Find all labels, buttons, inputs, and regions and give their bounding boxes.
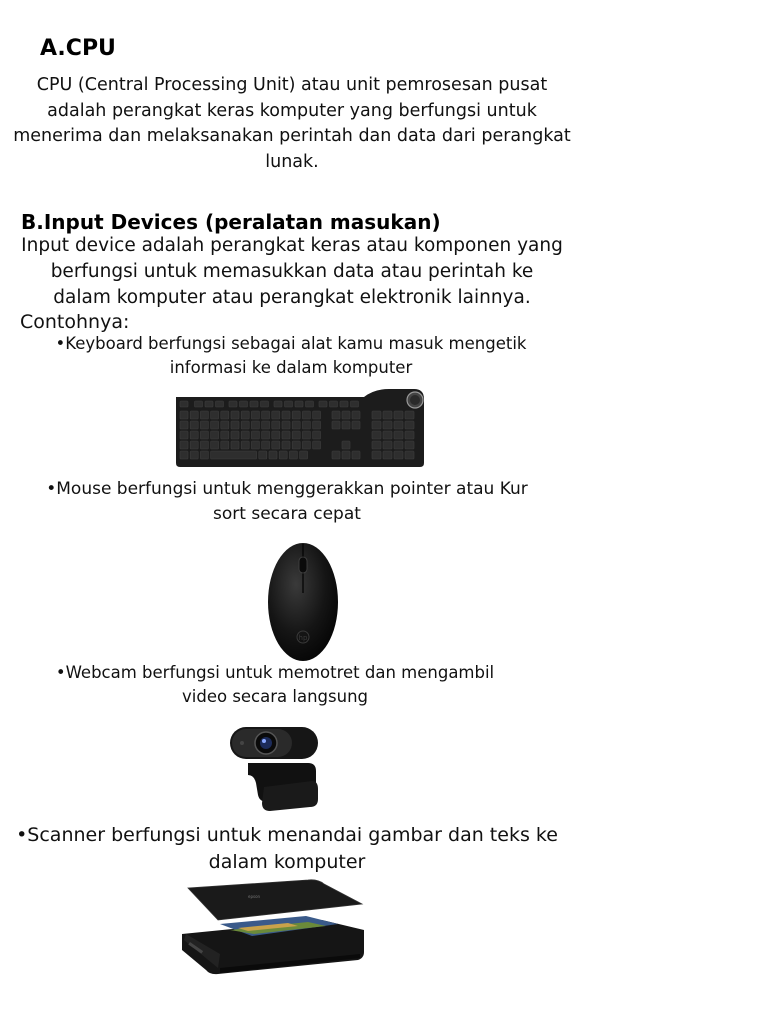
- keyboard-key: [211, 451, 257, 459]
- keyboard-key: [330, 401, 338, 407]
- keyboard-key: [302, 441, 310, 449]
- keyboard-key: [292, 421, 300, 429]
- keyboard-key: [195, 401, 203, 407]
- keyboard-key: [190, 421, 198, 429]
- keyboard-key: [211, 441, 219, 449]
- keyboard-key: [269, 451, 277, 459]
- keyboard-key: [292, 441, 300, 449]
- svg-text:hp: hp: [298, 634, 308, 642]
- keyboard-key: [180, 411, 188, 419]
- keyboard-key: [262, 411, 270, 419]
- webcam-caption: [0, 661, 550, 709]
- scanner-image: [178, 878, 366, 976]
- keyboard-key: [205, 401, 213, 407]
- keyboard-key: [241, 431, 249, 439]
- keyboard-key: [332, 411, 340, 419]
- keyboard-key: [352, 421, 360, 429]
- keyboard-key: [342, 411, 350, 419]
- keyboard-key: [351, 401, 359, 407]
- keyboard-key: [352, 411, 360, 419]
- keyboard-key: [302, 431, 310, 439]
- keyboard-key: [250, 401, 258, 407]
- keyboard-key: [180, 421, 188, 429]
- keyboard-key: [190, 411, 198, 419]
- svg-text:epson: epson: [248, 894, 261, 899]
- keyboard-key: [332, 421, 340, 429]
- section-a-paragraph: [0, 73, 584, 175]
- keyboard-key: [405, 411, 414, 419]
- keyboard-key: [241, 421, 249, 429]
- keyboard-key: [313, 441, 321, 449]
- keyboard-key: [272, 441, 280, 449]
- keyboard-key: [211, 421, 219, 429]
- keyboard-key: [251, 411, 259, 419]
- keyboard-key: [262, 421, 270, 429]
- keyboard-key: [231, 441, 239, 449]
- keyboard-key: [279, 451, 287, 459]
- keyboard-key: [383, 421, 392, 429]
- mouse-caption: [0, 477, 574, 527]
- keyboard-key: [241, 411, 249, 419]
- keyboard-key: [200, 441, 208, 449]
- section-a-line: adalah perangkat keras komputer yang berfungsi untuk: [47, 100, 537, 121]
- keyboard-key: [394, 441, 403, 449]
- keyboard-key: [241, 441, 249, 449]
- keyboard-key: [200, 411, 208, 419]
- keyboard-key: [240, 401, 248, 407]
- keyboard-key: [221, 421, 229, 429]
- keyboard-key: [394, 431, 403, 439]
- keyboard-key: [405, 421, 414, 429]
- keyboard-key: [221, 411, 229, 419]
- keyboard-key: [383, 451, 392, 459]
- keyboard-key: [383, 431, 392, 439]
- keyboard-key: [180, 431, 188, 439]
- keyboard-key: [251, 441, 259, 449]
- keyboard-key: [231, 411, 239, 419]
- keyboard-key: [302, 411, 310, 419]
- webcam-image: [228, 725, 322, 811]
- keyboard-key: [292, 431, 300, 439]
- keyboard-key: [383, 441, 392, 449]
- keyboard-key: [272, 421, 280, 429]
- keyboard-key: [282, 411, 290, 419]
- keyboard-key: [231, 421, 239, 429]
- keyboard-key: [180, 401, 188, 407]
- keyboard-key: [295, 401, 303, 407]
- keyboard-key: [200, 431, 208, 439]
- keyboard-image: [174, 389, 426, 469]
- keyboard-key: [372, 421, 381, 429]
- keyboard-caption: [0, 332, 582, 380]
- keyboard-key: [211, 431, 219, 439]
- keyboard-key: [259, 451, 267, 459]
- keyboard-key: [300, 451, 308, 459]
- keyboard-key: [313, 421, 321, 429]
- keyboard-key: [272, 431, 280, 439]
- section-a-heading: A.CPU: [40, 36, 116, 61]
- keyboard-key: [251, 421, 259, 429]
- keyboard-key: [262, 431, 270, 439]
- keyboard-key: [229, 401, 237, 407]
- keyboard-key: [340, 401, 348, 407]
- keyboard-key: [319, 401, 327, 407]
- keyboard-key: [372, 441, 381, 449]
- keyboard-key: [405, 431, 414, 439]
- keyboard-key: [200, 451, 208, 459]
- section-a-line: lunak.: [265, 151, 319, 172]
- keyboard-key: [190, 431, 198, 439]
- section-b-line: dalam komputer atau perangkat elektronik lainnya.: [53, 287, 531, 308]
- keyboard-key: [285, 401, 293, 407]
- keyboard-key: [221, 441, 229, 449]
- keyboard-key: [272, 411, 280, 419]
- keyboard-key: [383, 411, 392, 419]
- mouse-image: [266, 541, 340, 663]
- caption-line: •Scanner berfungsi untuk menandai gambar dan teks ke: [16, 824, 558, 846]
- keyboard-key: [306, 401, 314, 407]
- keyboard-key: [313, 431, 321, 439]
- keyboard-key: [231, 431, 239, 439]
- keyboard-key: [211, 411, 219, 419]
- keyboard-key: [190, 441, 198, 449]
- section-b-heading: B.Input Devices (peralatan masukan): [21, 210, 441, 234]
- keyboard-key: [302, 421, 310, 429]
- keyboard-key: [200, 421, 208, 429]
- keyboard-key: [332, 451, 340, 459]
- caption-line: •Webcam berfungsi untuk memotret dan mengambil: [55, 663, 495, 682]
- keyboard-key: [221, 431, 229, 439]
- caption-line: •Mouse berfungsi untuk menggerakkan pointer atau Kur: [46, 479, 528, 499]
- keyboard-key: [394, 451, 403, 459]
- keyboard-key: [372, 451, 381, 459]
- keyboard-key: [282, 421, 290, 429]
- caption-line: •Keyboard berfungsi sebagai alat kamu masuk mengetik: [55, 334, 527, 353]
- section-b-line: berfungsi untuk memasukkan data atau perintah ke: [50, 261, 534, 282]
- keyboard-key: [405, 451, 414, 459]
- keyboard-key: [352, 451, 360, 459]
- keyboard-key: [289, 451, 297, 459]
- keyboard-key: [262, 441, 270, 449]
- section-a-line: CPU (Central Processing Unit) atau unit pemrosesan pusat: [36, 75, 548, 95]
- section-a-line: menerima dan melaksanakan perintah dan data dari perangkat: [13, 126, 571, 146]
- section-b-line: Input device adalah perangkat keras atau komponen yang: [21, 235, 563, 256]
- keyboard-key: [251, 431, 259, 439]
- keyboard-key: [342, 441, 350, 449]
- keyboard-key: [394, 421, 403, 429]
- scanner-caption: [0, 822, 574, 876]
- keyboard-key: [372, 411, 381, 419]
- keyboard-key: [180, 441, 188, 449]
- caption-line: informasi ke dalam komputer: [169, 358, 413, 377]
- examples-label: Contohnya:: [20, 311, 130, 333]
- keyboard-key: [313, 411, 321, 419]
- caption-line: sort secara cepat: [213, 504, 361, 524]
- keyboard-key: [190, 451, 198, 459]
- keyboard-key: [274, 401, 282, 407]
- keyboard-key: [180, 451, 188, 459]
- caption-line: dalam komputer: [208, 851, 366, 873]
- keyboard-key: [292, 411, 300, 419]
- keyboard-key: [342, 451, 350, 459]
- keyboard-key: [216, 401, 224, 407]
- section-b-paragraph: [0, 233, 584, 311]
- keyboard-key: [394, 411, 403, 419]
- keyboard-key: [405, 441, 414, 449]
- keyboard-key: [282, 441, 290, 449]
- keyboard-key: [282, 431, 290, 439]
- keyboard-key: [342, 421, 350, 429]
- keyboard-key: [261, 401, 269, 407]
- caption-line: video secara langsung: [182, 687, 368, 706]
- keyboard-key: [372, 431, 381, 439]
